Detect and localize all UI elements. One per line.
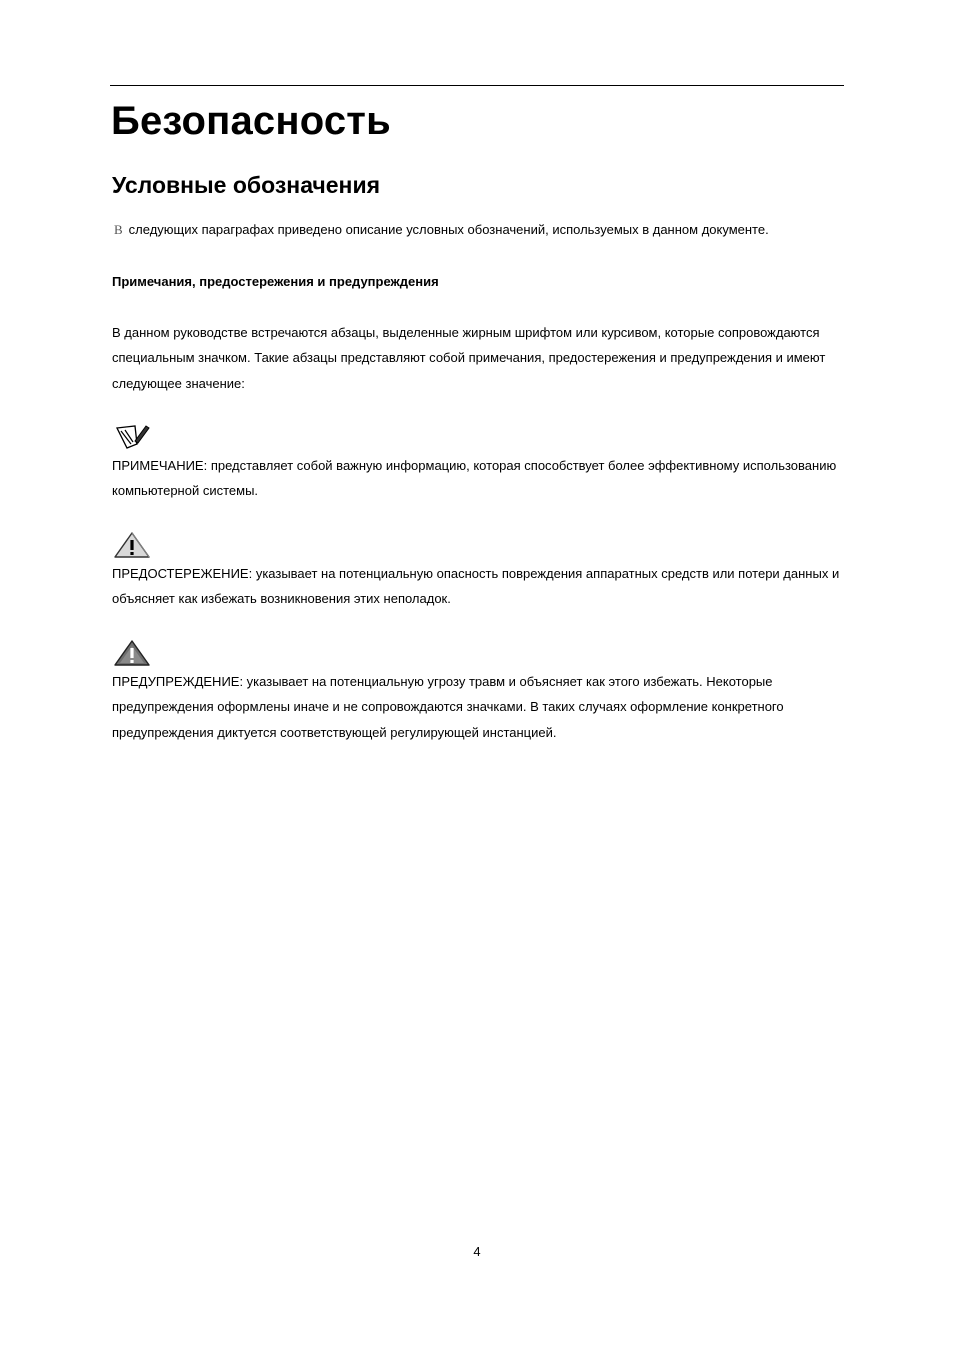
intro-dropcap: В <box>114 222 123 237</box>
warning-paragraph: ПРЕДУПРЕЖДЕНИЕ: указывает на потенциальную угрозу травм и объясняет как этого избежать. Некоторые предупреждения оформлены иначе и не сопровождаются значками. В таких случаях оформление конкретного предупреждения диктуется соответствующей регулирующей инстанцией. <box>112 674 784 740</box>
caution-triangle-icon <box>113 530 151 560</box>
header-rule <box>110 85 844 86</box>
notices-heading: Примечания, предостережения и предупреждения <box>112 274 439 289</box>
note-paragraph: ПРИМЕЧАНИЕ: представляет собой важную информацию, которая способствует более эффективному использованию компьютерной системы. <box>112 458 837 499</box>
note-pencil-icon <box>113 422 151 452</box>
page-title: Безопасность <box>111 99 391 143</box>
intro-text: следующих параграфах приведено описание условных обозначений, используемых в данном документе. <box>128 222 769 237</box>
section-subtitle: Условные обозначения <box>112 172 381 198</box>
warning-triangle-icon <box>113 638 151 668</box>
intro-paragraph <box>114 220 854 240</box>
caution-paragraph: ПРЕДОСТЕРЕЖЕНИЕ: указывает на потенциальную опасность повреждения аппаратных средств или потери данных и объясняет как избежать возникновения этих неполадок. <box>112 566 840 607</box>
page-number: 4 <box>473 1244 481 1259</box>
notices-intro-paragraph: В данном руководстве встречаются абзацы, выделенные жирным шрифтом или курсивом, которые сопровождаются специальным значком. Такие абзацы представляют собой примечания, предостережения и предупреждения и имеют следующее значение: <box>112 325 826 391</box>
